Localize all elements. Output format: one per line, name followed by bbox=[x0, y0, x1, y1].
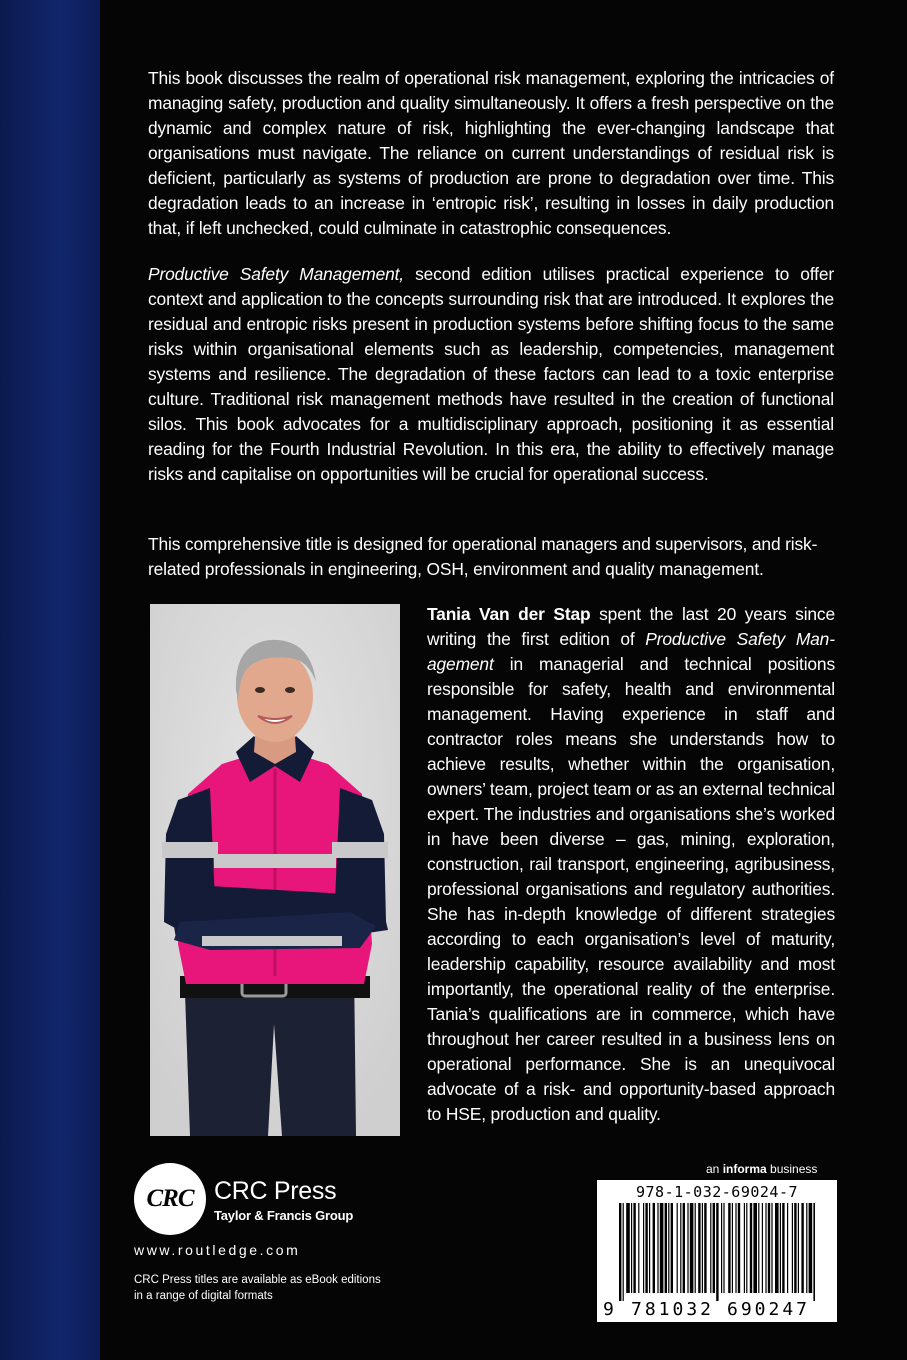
barcode-bar bbox=[775, 1203, 779, 1293]
barcode-bar bbox=[813, 1203, 815, 1301]
barcode-bar bbox=[765, 1203, 766, 1293]
barcode-bar bbox=[638, 1203, 639, 1293]
informa-business-tagline bbox=[706, 1162, 817, 1176]
informa-prefix: an bbox=[706, 1162, 723, 1176]
barcode-bar bbox=[657, 1203, 658, 1293]
barcode-bar bbox=[792, 1203, 793, 1293]
barcode-bar bbox=[782, 1203, 784, 1293]
barcode-bar bbox=[780, 1203, 781, 1293]
author-portrait-illustration bbox=[150, 604, 400, 1136]
crc-logo-text: CRC bbox=[146, 1185, 194, 1212]
isbn-barcode bbox=[597, 1180, 837, 1322]
isbn-right-group: 690247 bbox=[727, 1299, 811, 1320]
barcode-bar bbox=[753, 1203, 757, 1293]
barcode-bar bbox=[649, 1203, 650, 1293]
description-paragraph-2 bbox=[148, 262, 834, 487]
paragraph-2-body: second edition utilises practical experience to offer context and application to the concepts surrounding risk that are introduced. It explores the residual and entropic risks present in production systems before shifting focus to the same risks within organisational elements such as leadership, competencies, management systems and resilience. The degradation of these factors can lead to a toxic enterprise culture. Traditional risk management methods have resulted in the creation of functional silos. This book advocates for a multidisciplinary approach, positioning it as essential reading for the Fourth Industrial Revolution. In this era, the ability to effectively manage risks and capitalise on opportunities will be crucial for operational success. bbox=[148, 264, 834, 484]
barcode-bar bbox=[687, 1203, 688, 1293]
barcode-bar bbox=[619, 1203, 621, 1301]
barcode-bar bbox=[671, 1203, 673, 1293]
barcode-bar bbox=[668, 1203, 669, 1293]
barcode-bar bbox=[660, 1203, 664, 1293]
barcode-bar bbox=[680, 1203, 681, 1293]
barcode-bar bbox=[746, 1203, 747, 1293]
author-photo bbox=[150, 604, 400, 1136]
barcode-bar bbox=[794, 1203, 796, 1293]
barcode-bar bbox=[768, 1203, 770, 1293]
author-name: Tania Van der Stap bbox=[427, 604, 591, 624]
barcode-bar bbox=[626, 1203, 630, 1293]
book-title-italic: Productive Safety Management, bbox=[148, 264, 404, 284]
barcode-bar bbox=[738, 1203, 740, 1293]
barcode-bar bbox=[806, 1203, 807, 1293]
barcode-bar bbox=[750, 1203, 752, 1293]
barcode-bar bbox=[758, 1203, 759, 1293]
isbn-digits bbox=[597, 1299, 837, 1321]
barcode-bar bbox=[653, 1203, 655, 1293]
barcode-bar bbox=[695, 1203, 696, 1293]
barcode-bar bbox=[716, 1203, 718, 1301]
informa-suffix: business bbox=[766, 1162, 818, 1176]
barcode-bar bbox=[677, 1203, 678, 1293]
publisher-group: Taylor & Francis Group bbox=[214, 1208, 354, 1223]
barcode-bar bbox=[683, 1203, 685, 1293]
barcode-bar bbox=[801, 1203, 803, 1293]
bio-text-b: in managerial and technical positions responsible for safety, health and environmental management. Having experience in staff and contractor roles means she understands how to achieve results, whether within the organisation, owners’ team, project team or as an external technical expert. The industries and organisations she’s worked in have been diverse – gas, mining, exploration, construction, rail transport, engineering, agribusiness, professional organisations and regulatory authorities. She has in-depth knowledge of different strategies according to each organisation’s level of maturity, leadership capability, resource availability and most importantly, the operational reality of the enterprise. Tania’s qualifications are in commerce, which have throughout her career resulted in a business lens on operational performance. She is an unequivocal advocate of a risk- and opportunity-based approach to HSE, production and quality. bbox=[427, 654, 835, 1124]
barcode-bar bbox=[704, 1203, 706, 1293]
barcode-bar bbox=[809, 1203, 813, 1293]
author-bio bbox=[427, 602, 835, 1127]
barcode-bar bbox=[728, 1203, 730, 1293]
barcode-bar bbox=[690, 1203, 694, 1293]
bio-book-title: Productive Safety Management bbox=[427, 629, 835, 674]
audience-paragraph: This comprehensive title is designed for operational managers and supervisors, and risk-related professionals in engineering, OSH, environment and quality management. bbox=[148, 534, 818, 579]
barcode-bar bbox=[723, 1203, 724, 1293]
barcode-bar bbox=[735, 1203, 736, 1293]
barcode-bar bbox=[721, 1203, 722, 1293]
barcode-bar bbox=[623, 1203, 624, 1301]
informa-bold: informa bbox=[722, 1162, 767, 1176]
barcode-bar bbox=[771, 1203, 772, 1293]
barcode-bar bbox=[787, 1203, 788, 1293]
crc-logo bbox=[134, 1163, 206, 1235]
description-paragraph-1: This book discusses the realm of operational risk management, exploring the intricacies of managing safety, production and quality simultaneously. It offers a fresh perspective on the dynamic and complex nature of risk, highlighting the ever-changing landscape that organisations must navigate. The reliance on current understandings of residual risk is deficient, particularly as systems of production are prone to degradation over time. This degradation leads to an increase in ‘entropic risk’, resulting in losses in daily production that, if left unchecked, could culminate in catastrophic consequences. bbox=[148, 68, 834, 238]
publisher-website: www.routledge.com bbox=[134, 1242, 301, 1258]
barcode-bar bbox=[631, 1203, 632, 1293]
barcode-bar bbox=[702, 1203, 703, 1293]
ebook-note bbox=[134, 1272, 414, 1304]
barcode-bar bbox=[698, 1203, 700, 1293]
barcode-bar bbox=[713, 1203, 715, 1293]
barcode-bar bbox=[744, 1203, 745, 1293]
isbn-first-digit: 9 bbox=[603, 1299, 614, 1320]
barcode-bar bbox=[798, 1203, 799, 1293]
ebook-line-1: CRC Press titles are available as eBook editions bbox=[134, 1274, 381, 1286]
barcode-bar bbox=[633, 1203, 635, 1293]
ebook-line-2: in a range of digital formats bbox=[134, 1290, 273, 1302]
barcode-bar bbox=[643, 1203, 644, 1293]
barcode-bar bbox=[762, 1203, 763, 1293]
bio-text-a: spent the last 20 years since writing the first edition of bbox=[427, 604, 835, 649]
barcode-bars bbox=[619, 1203, 815, 1301]
isbn-left-group: 781032 bbox=[631, 1299, 715, 1320]
barcode-bar bbox=[645, 1203, 647, 1293]
publisher-name: CRC Press bbox=[214, 1177, 337, 1205]
isbn-text: 978-1-032-69024-7 bbox=[635, 1183, 799, 1201]
barcode-bar bbox=[710, 1203, 711, 1293]
barcode-bar bbox=[665, 1203, 667, 1293]
cover-spine-edge bbox=[0, 0, 100, 1360]
barcode-bar bbox=[732, 1203, 733, 1293]
